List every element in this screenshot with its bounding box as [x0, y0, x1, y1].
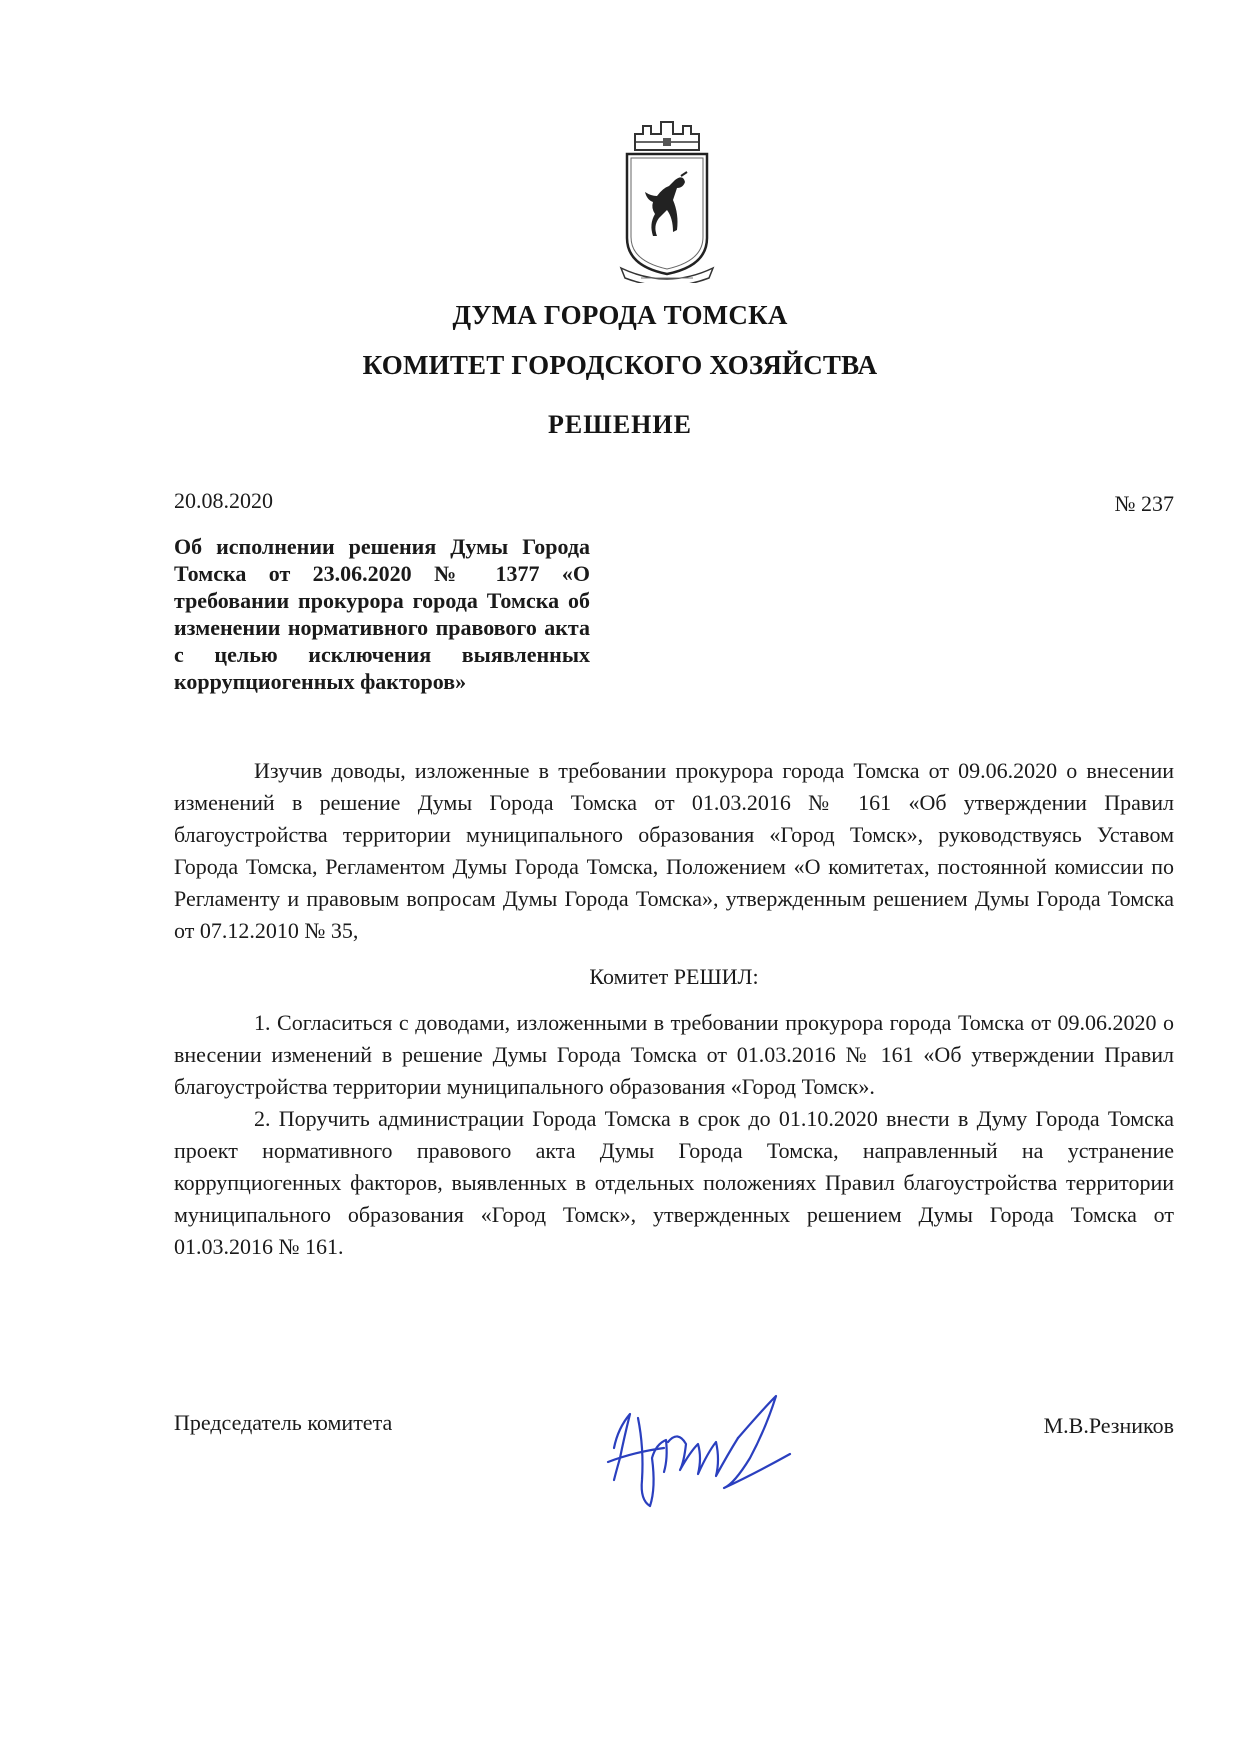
- document-body: [174, 755, 1174, 1263]
- document-number: № 237: [1114, 491, 1174, 516]
- decision-item-1: 1. Согласиться с доводами, изложенными в требовании прокурора города Томска от 09.06.2020 о внесении изменений в решение Думы Города Томска от 01.03.2016 № 161 «Об утверждении Правил благоустройства территории муниципального образования «Город Томск».: [174, 1010, 1174, 1099]
- signatory-name: М.В.Резников: [1043, 1413, 1174, 1438]
- decision-heading: Комитет РЕШИЛ:: [589, 964, 759, 989]
- committee-title: КОМИТЕТ ГОРОДСКОГО ХОЗЯЙСТВА: [362, 350, 878, 380]
- handwritten-signature-icon: [594, 1388, 804, 1518]
- signature-block: [174, 1410, 1174, 1540]
- document-subject: Об исполнении решения Думы Города Томска от 23.06.2020 № 1377 «О требовании прокурора города Томска об изменении нормативного правового акта с целью исключения выявленных коррупциогенных факторов»: [174, 534, 590, 694]
- tomsk-coat-of-arms-icon: [617, 118, 717, 283]
- document-date: 20.08.2020: [174, 488, 273, 513]
- document-type: РЕШЕНИЕ: [548, 410, 692, 439]
- decision-item-2: 2. Поручить администрации Города Томска в срок до 01.10.2020 внести в Думу Города Томска проект нормативного правового акта Думы Города Томска, направленный на устранение коррупциогенных факторов, выявленных в отдельных положениях Правил благоустройства территории муниципального образования «Город Томск», утвержденных решением Думы Города Томска от 01.03.2016 № 161.: [174, 1106, 1174, 1259]
- preamble-paragraph: Изучив доводы, изложенные в требовании прокурора города Томска от 09.06.2020 о внесении изменений в решение Думы Города Томска от 01.03.2016 № 161 «Об утверждении Правил благоустройства территории муниципального образования «Город Томск», руководствуясь Уставом Города Томска, Регламентом Думы Города Томска, Положением «О комитетах, постоянной комиссии по Регламенту и правовым вопросам Думы Города Томска», утвержденным решением Думы Города Томска от 07.12.2010 № 35,: [174, 758, 1174, 943]
- signatory-title: Председатель комитета: [174, 1410, 393, 1435]
- organization-title: ДУМА ГОРОДА ТОМСКА: [452, 300, 788, 330]
